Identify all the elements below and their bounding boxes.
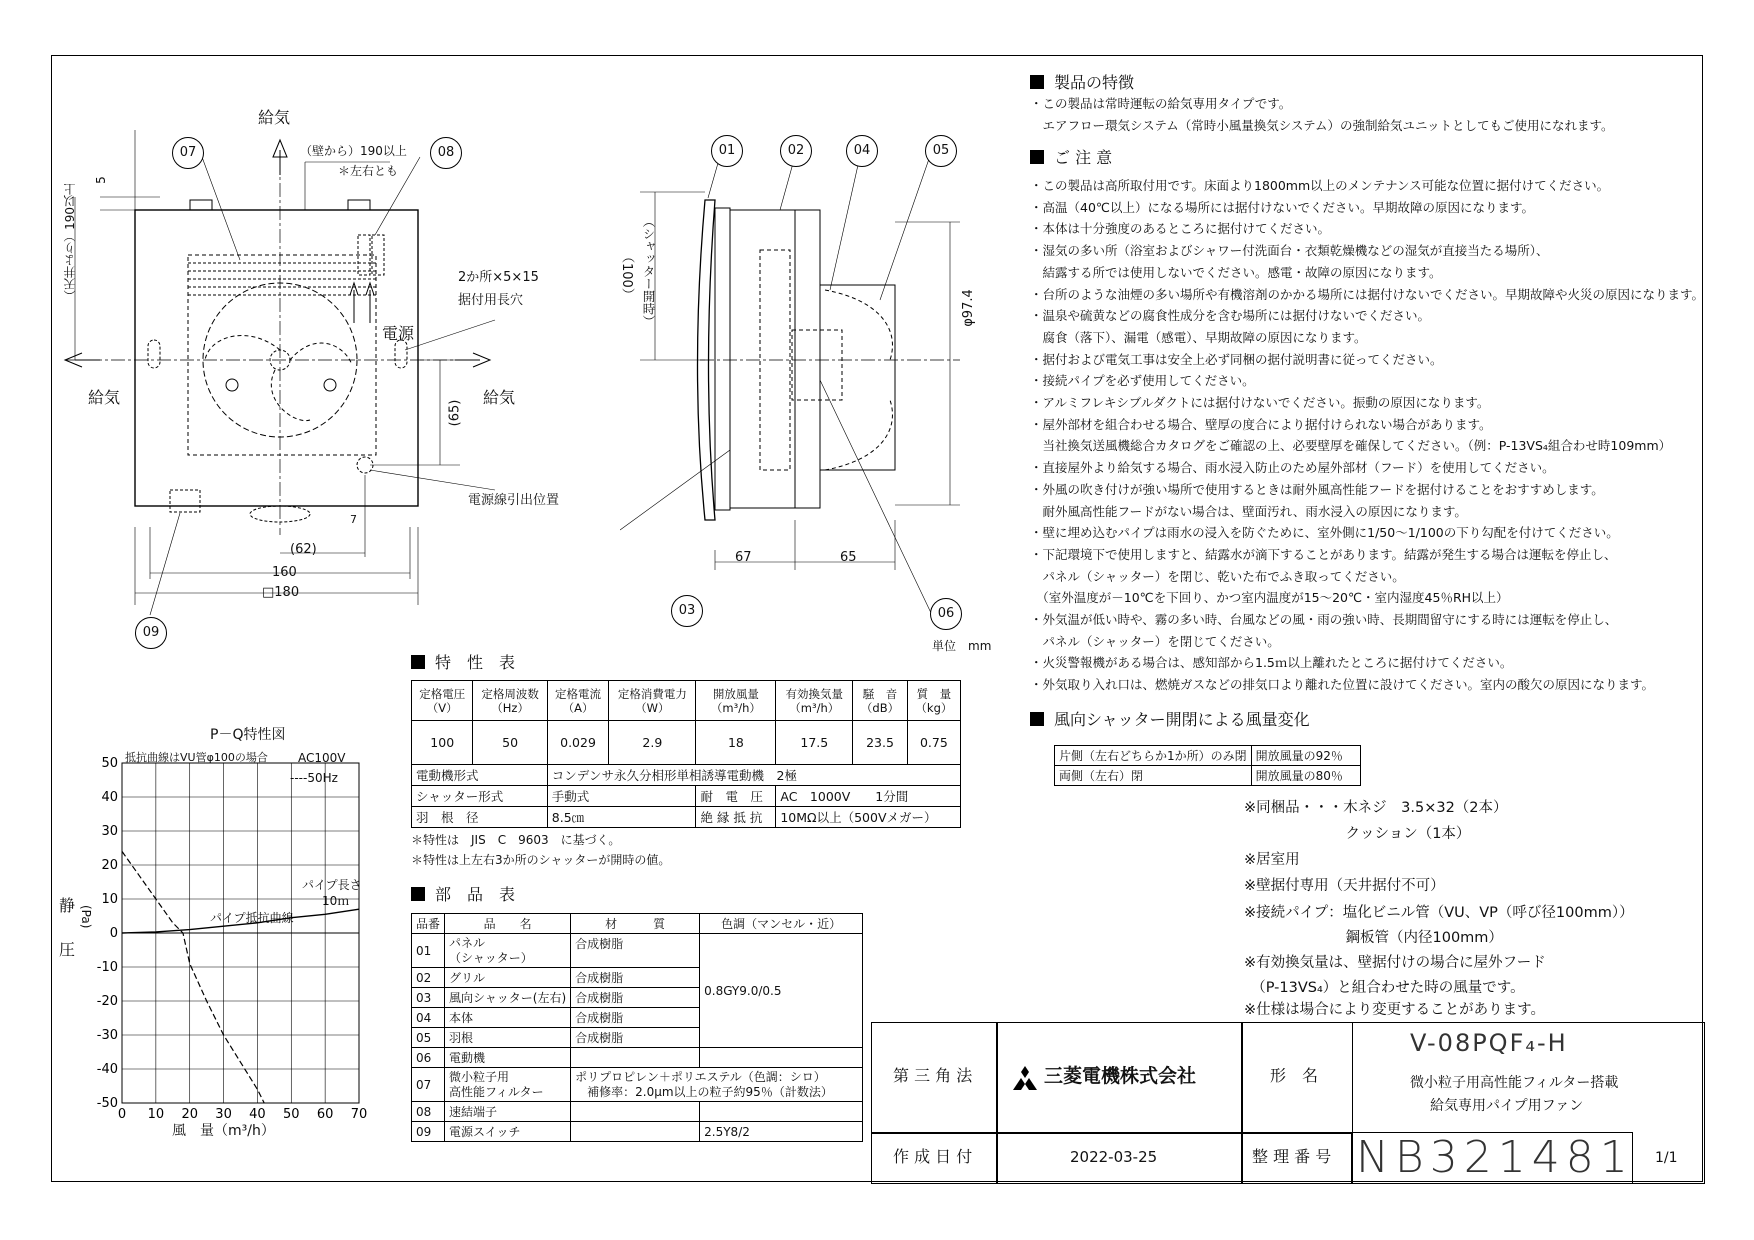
spec-header: 質 量 （kg） xyxy=(907,681,960,721)
part-mat xyxy=(571,1102,700,1122)
caution-line: ・温泉や硫黄などの腐食性成分を含む場所には据付けないでください。 xyxy=(1030,308,1431,324)
y-tick-label: -50 xyxy=(96,1096,118,1111)
x-tick-label: 10 xyxy=(147,1107,165,1122)
x-tick-label: 20 xyxy=(181,1107,198,1122)
extra-note: クッション（1本） xyxy=(1244,826,1471,842)
mitsubishi-logo-icon xyxy=(1012,1066,1038,1094)
spec-header: 定格電圧 （V） xyxy=(412,681,473,721)
shutter-label: シャッター形式 xyxy=(412,786,548,807)
shutter-flow-value: 開放風量の80％ xyxy=(1251,766,1360,786)
parts-title xyxy=(411,887,515,903)
bubble-03: 03 xyxy=(671,595,703,627)
pq-pipe-curve-label: パイプ抵抗曲線 xyxy=(210,911,294,925)
tb-date: 2022-03-25 xyxy=(1070,1148,1158,1166)
spec-value: 50 xyxy=(473,721,547,765)
caution-line: ・台所のような油煙の多い場所や有機溶剤のかかる場所には据付けないでください。早期故障や火災の原因になります。 xyxy=(1030,286,1705,302)
label-ceiling-dim: （天井より）190以上 xyxy=(63,183,77,302)
part-mat xyxy=(571,1048,700,1068)
label-slot: 2か所×5×15 xyxy=(458,270,539,285)
label-dia: φ97.4 xyxy=(960,289,976,327)
spec-value: 18 xyxy=(696,721,776,765)
y-tick-label: -10 xyxy=(96,960,118,975)
parts-header: 材 質 xyxy=(571,914,700,934)
spec-header: 定格周波数 （Hz） xyxy=(473,681,547,721)
label-dim65: (65) xyxy=(447,399,463,427)
shutter-flow-title-text: 風向シャッター開閉による風量変化 xyxy=(1054,710,1310,729)
features-line: エアフロー環気システム（常時小風量換気システム）の強制給気ユニットとしてもご使用になれます。 xyxy=(1030,118,1614,133)
pq-yunit: (Pa) xyxy=(79,905,93,929)
cautions-title-text: ご 注 意 xyxy=(1054,148,1113,167)
part-no: 01 xyxy=(412,934,445,968)
label-kyuki-right: 給気 xyxy=(483,388,516,407)
caution-line: ・外風の吹き付けが強い場所で使用するときは耐外風高性能フードを据付けることをおすすめします。 xyxy=(1030,481,1604,497)
label-slot2: 据付用長穴 xyxy=(458,293,524,308)
pq-chart-voltage: AC100V xyxy=(298,751,346,765)
part-no: 07 xyxy=(412,1068,445,1102)
extra-note: ※仕様は場合により変更することがあります。 xyxy=(1244,1002,1545,1018)
bubble-01: 01 xyxy=(711,135,743,167)
caution-line: 結露する所では使用しないでください。感電・故障の原因になります。 xyxy=(1030,264,1442,280)
label-kyuki-top: 給気 xyxy=(258,108,291,127)
part-name: 電源スイッチ xyxy=(445,1122,571,1142)
bubble-05: 05 xyxy=(925,135,957,167)
part-name-2: 高性能フィルター xyxy=(449,1084,544,1099)
caution-line: ・高温（40℃以上）になる場所には据付けないでください。早期故障の原因になります。 xyxy=(1030,199,1534,215)
label-dim65b: 65 xyxy=(840,550,857,565)
part-mat xyxy=(571,1068,863,1102)
features-title-text: 製品の特徴 xyxy=(1054,73,1135,92)
part-name: 羽根 xyxy=(445,1028,571,1048)
spec-header: 開放風量 （m³/h） xyxy=(696,681,776,721)
tb-company: 三菱電機株式会社 xyxy=(1044,1065,1197,1087)
spec-value: 0.75 xyxy=(907,721,960,765)
spec-header: 有効換気量 （m³/h） xyxy=(776,681,853,721)
caution-line: ・本体は十分強度のあるところに据付けてください。 xyxy=(1030,221,1331,237)
caution-line: ・火災警報機がある場合は、感知部から1.5ｍ以上離れたところに据付けてください。 xyxy=(1030,655,1513,671)
label-shutter-open: （シャッター開時） xyxy=(641,215,656,328)
insul-label: 絶 縁 抵 抗 xyxy=(696,807,776,828)
part-name-1: 微小粒子用 xyxy=(449,1069,510,1084)
parts-table xyxy=(411,913,863,1142)
part-color: 2.5Y8/2 xyxy=(700,1122,863,1142)
y-tick-label: 0 xyxy=(109,926,118,941)
series-50hz-line xyxy=(122,851,264,1103)
withstand-label: 耐 電 圧 xyxy=(696,786,776,807)
spec-header: 定格消費電力 （W） xyxy=(609,681,696,721)
bubble-07: 07 xyxy=(172,137,204,169)
parts-header: 色調（マンセル・近） xyxy=(700,914,863,934)
caution-line: ・据付および電気工事は安全上必ず同梱の据付説明書に従ってください。 xyxy=(1030,351,1443,367)
y-tick-label: -40 xyxy=(96,1062,118,1077)
part-mat xyxy=(571,1122,700,1142)
extra-note: 鋼板管（内径100mm） xyxy=(1244,930,1503,946)
label-cable: 電源線引出位置 xyxy=(468,493,560,508)
extra-note: ※居室用 xyxy=(1244,852,1300,868)
withstand-value: AC 1000V 1分間 xyxy=(776,786,961,807)
part-name: グリル xyxy=(445,968,571,988)
part-no: 02 xyxy=(412,968,445,988)
x-tick-label: 0 xyxy=(117,1107,127,1122)
label-dim62: (62) xyxy=(290,542,317,557)
caution-line: ・この製品は高所取付用です。床面より1800mm以上のメンテナンス可能な位置に据付けてください。 xyxy=(1030,178,1610,193)
label-unit: 単位 mm xyxy=(932,639,992,653)
part-name: 電動機 xyxy=(445,1048,571,1068)
bubble-06: 06 xyxy=(930,598,962,630)
tb-desc-1: 微小粒子用高性能フィルター搭載 xyxy=(1410,1075,1619,1091)
spec-value: 2.9 xyxy=(609,721,696,765)
caution-line: 当社換気送風機総合カタログをご確認の上、必要壁厚を確保してください。（例：P-13VS₄組合わせ時109mm） xyxy=(1030,438,1672,454)
y-tick-label: 20 xyxy=(101,858,118,873)
label-wall-dim: （壁から）190以上 xyxy=(300,144,407,158)
caution-line: ・下記環境下で使用しますと、結露水が滴下することがあります。結露が発生する場合は運転を停止し、 xyxy=(1030,546,1617,562)
part-name: 風向シャッター(左右) xyxy=(445,988,571,1008)
caution-line: 耐外風高性能フードがない場合は、壁面汚れ、雨水浸入の原因になります。 xyxy=(1030,503,1467,519)
tb-doc-no: NB321481 xyxy=(1356,1132,1634,1183)
pq-pipe-len-label-1: パイプ長さ xyxy=(302,878,362,892)
caution-line: （室外温度が－10℃を下回り、かつ室内温度が15～20℃・室内湿度45％RH以上） xyxy=(1030,590,1509,606)
specs-table xyxy=(411,680,961,828)
part-no: 03 xyxy=(412,988,445,1008)
extra-note: ※有効換気量は、壁据付けの場合に屋外フード xyxy=(1244,955,1546,971)
side-view-drawing xyxy=(620,130,960,650)
x-tick-label: 40 xyxy=(249,1107,266,1122)
bubble-08: 08 xyxy=(430,137,462,169)
spec-value: 100 xyxy=(412,721,473,765)
label-kyuki-left: 給気 xyxy=(88,388,121,407)
part-no: 08 xyxy=(412,1102,445,1122)
parts-header: 品番 xyxy=(412,914,445,934)
specs-note-2: ＊特性は上左右3か所のシャッターが開時の値。 xyxy=(411,853,671,867)
specs-title xyxy=(411,655,515,671)
caution-line: ・アルミフレキシブルダクトには据付けないでください。振動の原因になります。 xyxy=(1030,395,1490,410)
y-tick-label: 50 xyxy=(101,756,118,771)
bubble-02: 02 xyxy=(780,135,812,167)
bubble-04: 04 xyxy=(846,135,878,167)
x-tick-label: 30 xyxy=(215,1107,232,1122)
specs-note-1: ＊特性は JIS C 9603 に基づく。 xyxy=(411,833,621,847)
x-tick-label: 70 xyxy=(350,1107,368,1122)
spec-value: 0.029 xyxy=(547,721,608,765)
tb-model: V-08PQF₄-H xyxy=(1410,1029,1568,1057)
part-mat-1: ポリプロピレン＋ポリエステル（色調：シロ） xyxy=(575,1069,826,1084)
y-tick-label: 10 xyxy=(101,892,118,907)
shutter-flow-title xyxy=(1030,712,1310,728)
pq-pipe-len-label-2: 10ｍ xyxy=(322,894,350,908)
shutter-flow-label: 両側（左右）閉 xyxy=(1055,766,1252,786)
tb-date-label: 作 成 日 付 xyxy=(893,1147,973,1166)
part-name: 速結端子 xyxy=(445,1102,571,1122)
part-name-1: パネル xyxy=(449,935,486,950)
y-tick-label: 40 xyxy=(101,790,118,805)
label-dim180: □180 xyxy=(262,585,300,600)
part-mat: 合成樹脂 xyxy=(571,988,700,1008)
y-tick-label: 30 xyxy=(101,824,118,839)
extra-note: ※同梱品・・・木ネジ 3.5×32（2本） xyxy=(1244,800,1508,816)
tb-model-label: 形 名 xyxy=(1270,1066,1319,1085)
label-dim67: 67 xyxy=(735,550,752,565)
caution-line: ・壁に埋め込むパイプは雨水の浸入を防ぐために、室外側に1/50～1/100の下り勾配を付けてください。 xyxy=(1030,525,1619,541)
tb-desc-2: 給気専用パイプ用ファン xyxy=(1430,1098,1584,1114)
extra-note: （P-13VS₄）と組合わせた時の風量です。 xyxy=(1244,980,1525,996)
caution-line: ・湿気の多い所（浴室およびシャワー付洗面台・衣類乾燥機などの湿気が直接当たる場所）、 xyxy=(1030,243,1549,259)
cautions-title xyxy=(1030,150,1112,166)
extra-note: ※壁据付専用（天井据付不可） xyxy=(1244,878,1445,894)
y-tick-label: -30 xyxy=(96,1028,118,1043)
extra-note: ※接続パイプ：塩化ビニル管（VU、VP（呼び径100mm）） xyxy=(1244,905,1634,921)
caution-line: パネル（シャッター）を閉じ、乾いた布でふき取ってください。 xyxy=(1030,568,1405,584)
label-power: 電源 xyxy=(382,324,415,343)
part-no: 05 xyxy=(412,1028,445,1048)
x-tick-label: 50 xyxy=(283,1107,300,1122)
part-mat: 合成樹脂 xyxy=(571,968,700,988)
caution-line: ・外気取り入れ口は、燃焼ガスなどの排気口より離れた位置に設けてください。室内の酸欠の原因になります。 xyxy=(1030,677,1655,693)
part-no: 04 xyxy=(412,1008,445,1028)
label-dim7: 7 xyxy=(350,513,357,526)
part-name: 本体 xyxy=(445,1008,571,1028)
motor-label: 電動機形式 xyxy=(412,765,548,786)
x-tick-label: 60 xyxy=(316,1107,334,1122)
caution-line: ・外気温が低い時や、霧の多い時、台風などの風・雨の強い時、長期間留守にする時には運転を停止し、 xyxy=(1030,612,1618,627)
blade-label: 羽 根 径 xyxy=(412,807,548,828)
shutter-flow-table xyxy=(1054,745,1361,786)
caution-line: ・接続パイプを必ず使用してください。 xyxy=(1030,373,1255,389)
part-mat: 合成樹脂 xyxy=(571,934,700,968)
part-no: 06 xyxy=(412,1048,445,1068)
tb-page: 1/1 xyxy=(1655,1150,1678,1166)
front-view-drawing xyxy=(60,95,620,655)
spec-value: 23.5 xyxy=(853,721,908,765)
pq-chart xyxy=(85,755,385,1125)
features-line: ・この製品は常時運転の給気専用タイプです。 xyxy=(1030,96,1292,111)
series-pipe-resistance-line xyxy=(122,909,359,933)
label-lr-note: ＊左右とも xyxy=(338,164,399,178)
shutter-flow-value: 開放風量の92％ xyxy=(1251,746,1360,766)
part-no: 09 xyxy=(412,1122,445,1142)
part-mat-2: 補修率：2.0μm以上の粒子約95％（計数法） xyxy=(575,1084,833,1099)
part-mat: 合成樹脂 xyxy=(571,1028,700,1048)
spec-header: 定格電流 （A） xyxy=(547,681,608,721)
specs-title-text: 特 性 表 xyxy=(435,653,516,672)
y-tick-label: -20 xyxy=(96,994,118,1009)
caution-line: ・直接屋外より給気する場合、雨水浸入防止のため屋外部材（フード）を使用してください。 xyxy=(1030,460,1555,476)
part-color-main: 0.8GY9.0/0.5 xyxy=(700,934,863,1048)
shutter-value: 手動式 xyxy=(547,786,696,807)
part-name xyxy=(445,1068,571,1102)
parts-title-text: 部 品 表 xyxy=(435,885,516,904)
caution-line: パネル（シャッター）を閉じてください。 xyxy=(1030,633,1280,649)
pq-ylabel-1: 静 xyxy=(59,896,76,915)
motor-value: コンデンサ永久分相形単相誘導電動機 2極 xyxy=(547,765,960,786)
caution-line: 腐食（落下）、漏電（感電）、早期故障の原因になります。 xyxy=(1030,329,1367,345)
pq-chart-note: 抵抗曲線はVU管φ100の場合 xyxy=(125,751,268,764)
parts-header: 品 名 xyxy=(445,914,571,934)
label-dim160: 160 xyxy=(272,565,297,580)
features-title xyxy=(1030,75,1134,91)
label-dim100: （100） xyxy=(619,250,634,301)
pq-chart-legend: ----50Hz xyxy=(290,771,338,785)
pq-xlabel: 風 量（m³/h） xyxy=(172,1123,275,1139)
bubble-09: 09 xyxy=(135,617,167,649)
shutter-flow-label: 片側（左右どちらか1か所）のみ閉 xyxy=(1055,746,1252,766)
blade-value: 8.5㎝ xyxy=(547,807,696,828)
spec-header: 騒 音 （dB） xyxy=(853,681,908,721)
caution-line: ・屋外部材を組合わせる場合、壁厚の度合により据付けられない場合があります。 xyxy=(1030,416,1492,432)
pq-ylabel-2: 圧 xyxy=(59,940,76,959)
spec-value: 17.5 xyxy=(776,721,853,765)
tb-projection: 第 三 角 法 xyxy=(893,1066,973,1085)
tb-doc-label: 整 理 番 号 xyxy=(1252,1147,1332,1166)
part-mat: 合成樹脂 xyxy=(571,1008,700,1028)
pq-chart-title: P－Q特性図 xyxy=(210,727,286,743)
part-name xyxy=(445,934,571,968)
part-name-2: （シャッター） xyxy=(449,950,533,965)
label-dim5: 5 xyxy=(93,176,108,184)
insul-value: 10MΩ以上（500Vメガー） xyxy=(776,807,961,828)
